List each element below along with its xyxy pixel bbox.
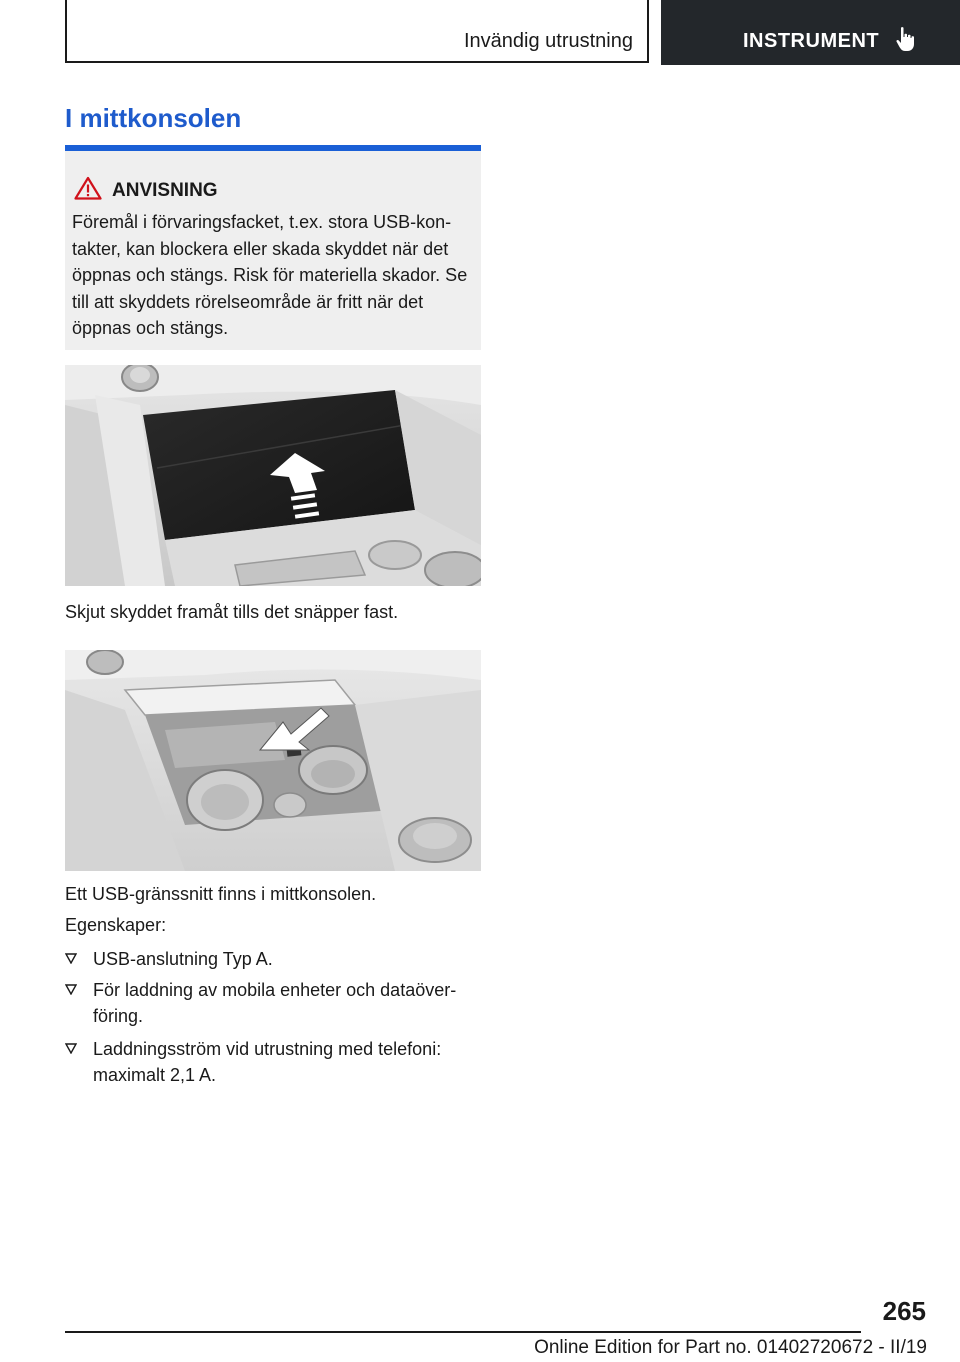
header-section-title: Invändig utrustning: [463, 30, 633, 52]
footer-divider: [65, 1331, 861, 1333]
properties-label: Egenskaper:: [65, 915, 167, 935]
page-number: 265: [882, 1296, 926, 1326]
warning-triangle-icon: [74, 176, 102, 200]
list-item-text: För laddning av mobila enheter och dataöverföring.: [93, 980, 457, 1026]
list-item-text: Laddningsström vid utrustning med telefoni: maximalt 2,1 A.: [93, 1039, 442, 1085]
usb-port-image: [65, 650, 481, 871]
notice-box: [65, 145, 481, 350]
notice-body: Föremål i förvaringsfacket, t.ex. stora USB-kontakter, kan blockera eller skada skyddet när det öppnas och stängs. Risk för materiella skador. Se till att skyddets rörelseområde är fritt när det öppnas och stängs.: [72, 212, 468, 338]
console-cover-image: [65, 365, 481, 586]
bullet-triangle-icon: [65, 1043, 77, 1054]
figure2-caption: Ett USB-gränssnitt finns i mittkonsolen.: [65, 884, 377, 904]
section-heading: I mittkonsolen: [65, 103, 242, 133]
header-chapter-box: [661, 0, 960, 65]
bullet-triangle-icon: [65, 953, 77, 964]
footer-edition: Online Edition for Part no. 01402720672 - II/19: [534, 1337, 927, 1358]
list-item-text: USB-anslutning Typ A.: [93, 949, 273, 969]
header-section-box: [65, 0, 649, 63]
notice-title: ANVISNING: [112, 180, 218, 201]
header-chapter-title: INSTRUMENT: [743, 30, 880, 52]
pointing-hand-icon: [895, 26, 917, 52]
figure1-caption: Skjut skyddet framåt tills det snäpper fast.: [65, 602, 399, 622]
bullet-triangle-icon: [65, 984, 77, 995]
